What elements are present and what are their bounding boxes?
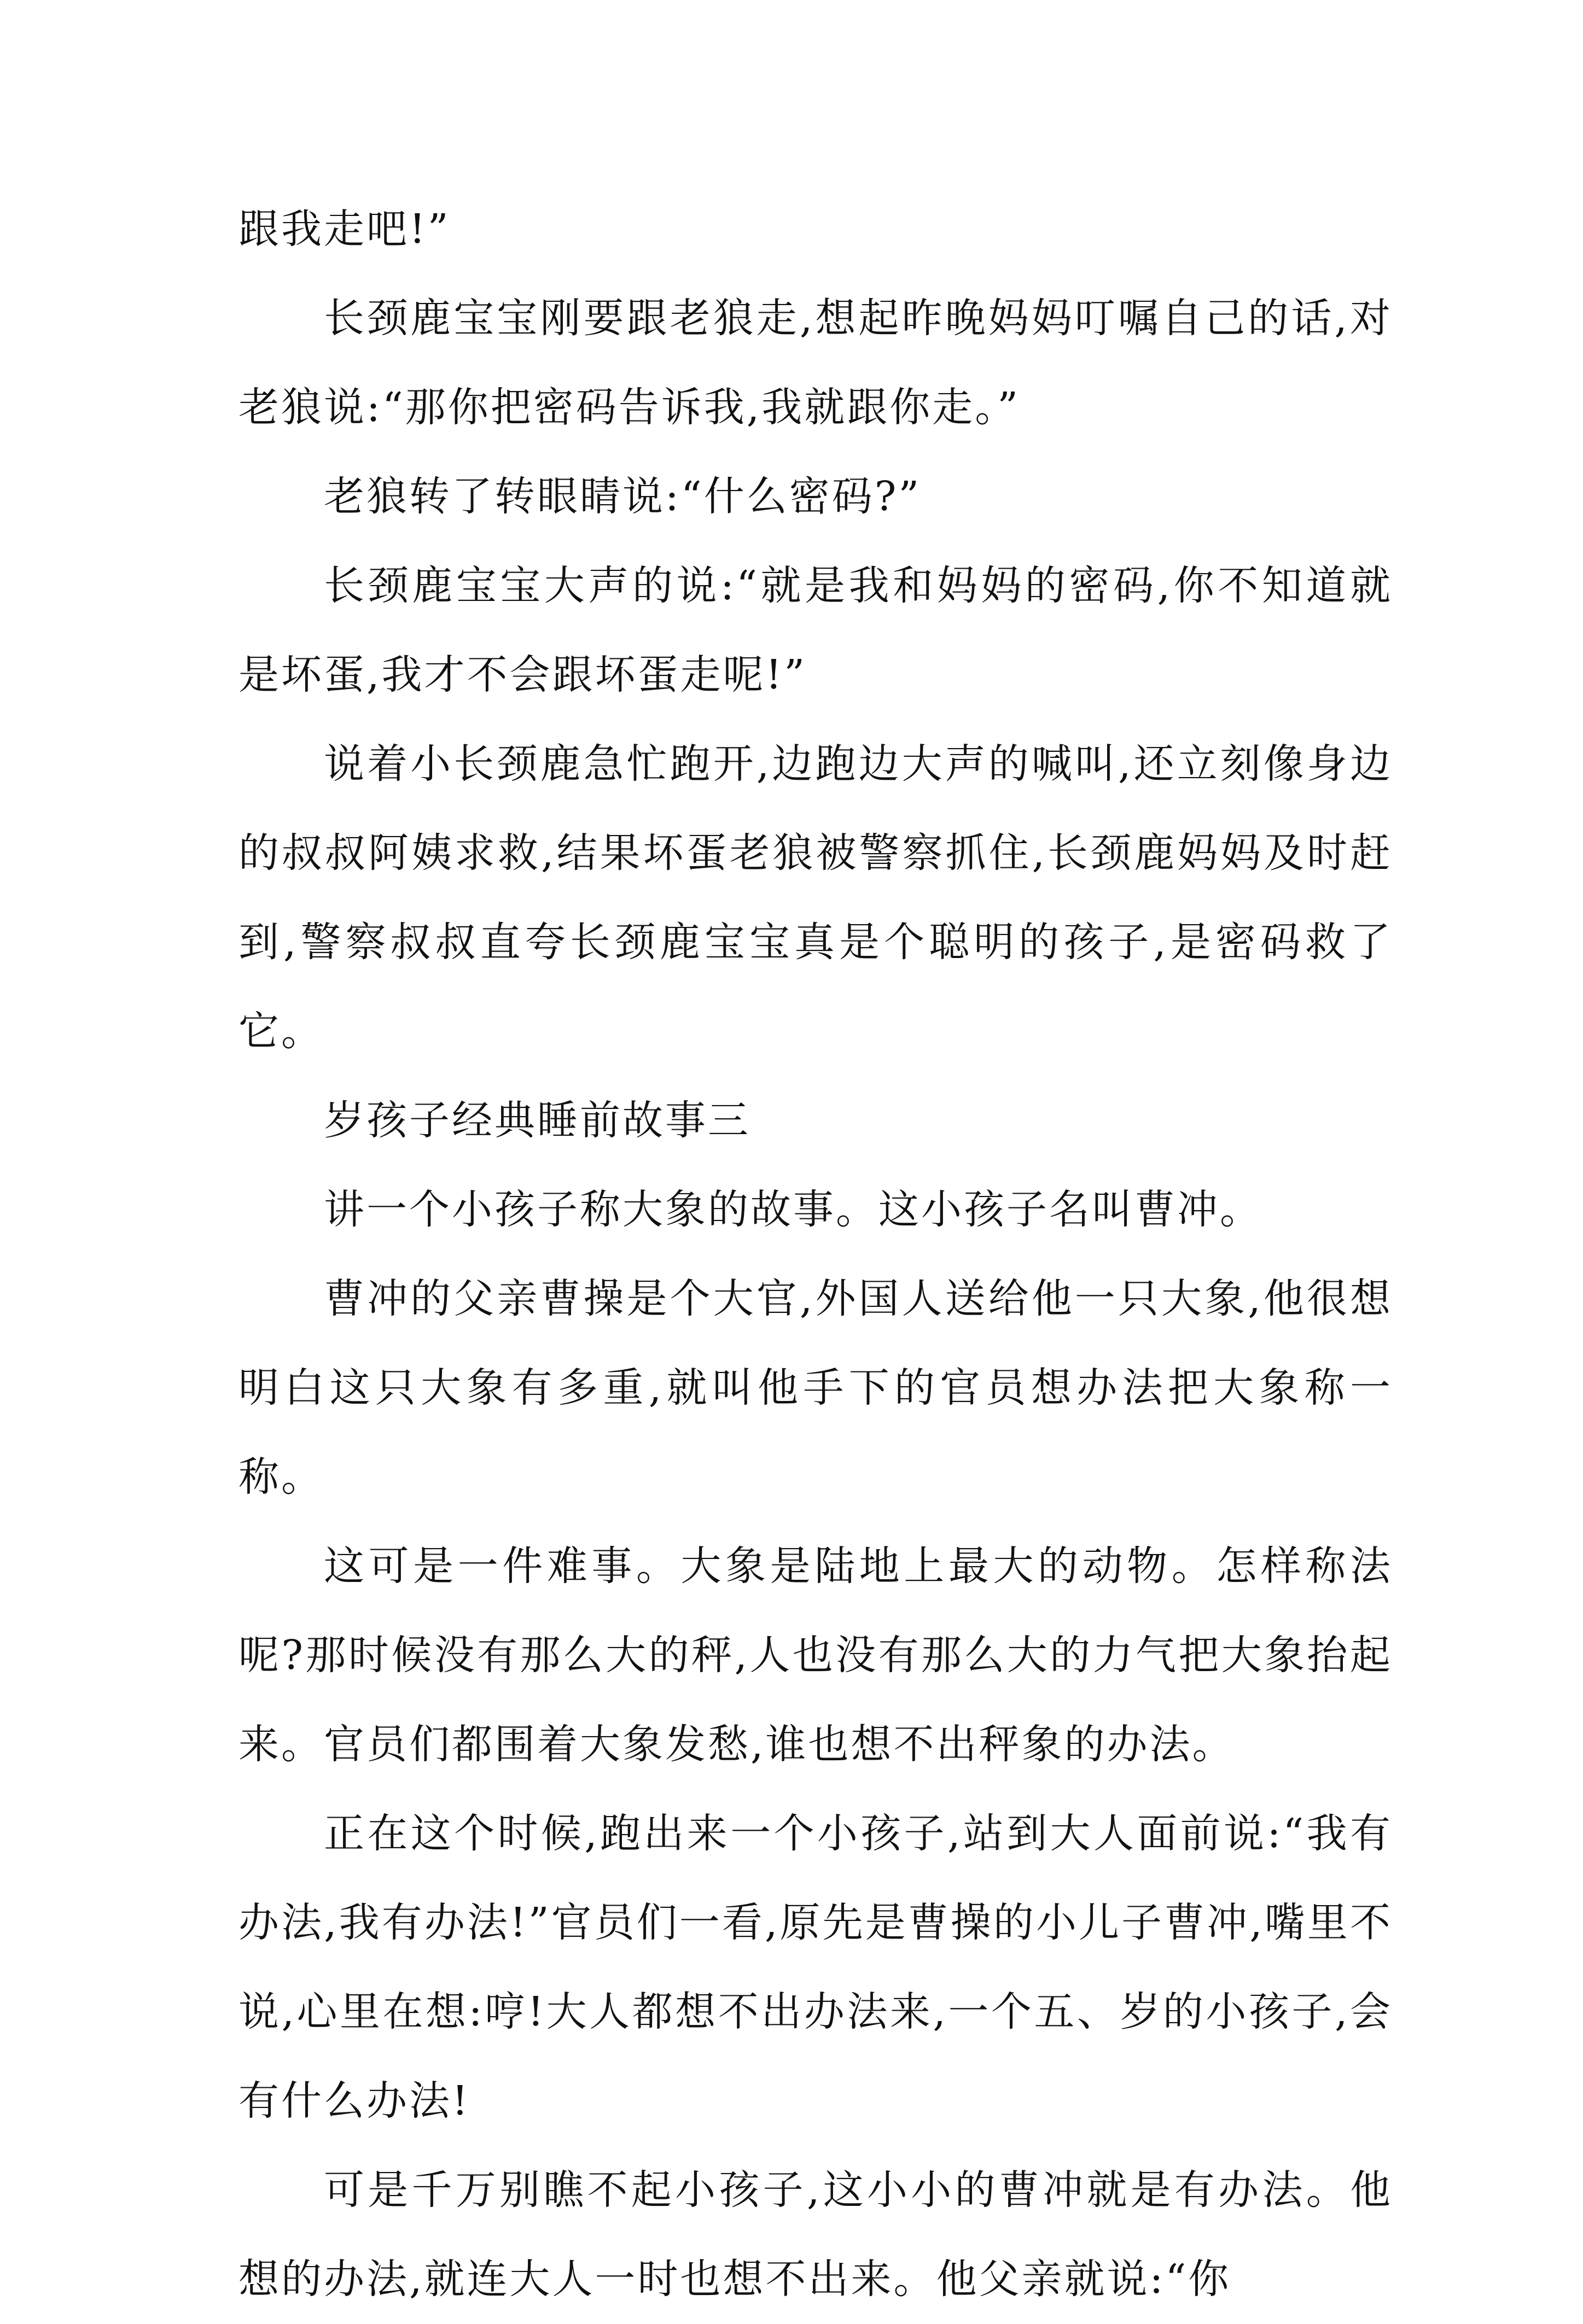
paragraph: 讲一个小孩子称大象的故事。这小孩子名叫曹冲。 xyxy=(324,1186,1262,1233)
paragraph: 可是千万别瞧不起小孩子,这小小的曹冲就是有办法。他想的办法,就连大人一时也想不出来。他父亲就说:“你 xyxy=(238,2167,1393,2303)
paragraph-continuation: 跟我走吧!” xyxy=(238,206,451,253)
paragraph: 长颈鹿宝宝刚要跟老狼走,想起昨晚妈妈叮嘱自己的话,对老狼说:“那你把密码告诉我,我就跟你走。” xyxy=(238,295,1393,431)
paragraph: 说着小长颈鹿急忙跑开,边跑边大声的喊叫,还立刻像身边的叔叔阿姨求救,结果坏蛋老狼被警察抓住,长颈鹿妈妈及时赶到,警察叔叔直夸长颈鹿宝宝真是个聪明的孩子,是密码救了它。 xyxy=(238,740,1393,1055)
paragraph: 这可是一件难事。大象是陆地上最大的动物。怎样称法呢?那时候没有那么大的秤,人也没有那么大的力气把大象抬起来。官员们都围着大象发愁,谁也想不出秤象的办法。 xyxy=(238,1543,1393,1768)
section-heading: 岁孩子经典睡前故事三 xyxy=(324,1097,750,1144)
paragraph: 正在这个时候,跑出来一个小孩子,站到大人面前说:“我有办法,我有办法!”官员们一看,原先是曹操的小儿子曹冲,嘴里不说,心里在想:哼!大人都想不出办法来,一个五、岁的小孩子,会有什么办法! xyxy=(238,1810,1393,2124)
paragraph: 长颈鹿宝宝大声的说:“就是我和妈妈的密码,你不知道就是坏蛋,我才不会跟坏蛋走呢!” xyxy=(238,562,1393,698)
story-body xyxy=(238,185,1393,2324)
paragraph: 老狼转了转眼睛说:“什么密码?” xyxy=(324,473,922,520)
paragraph: 曹冲的父亲曹操是个大官,外国人送给他一只大象,他很想明白这只大象有多重,就叫他手下的官员想办法把大象称一称。 xyxy=(238,1275,1393,1500)
